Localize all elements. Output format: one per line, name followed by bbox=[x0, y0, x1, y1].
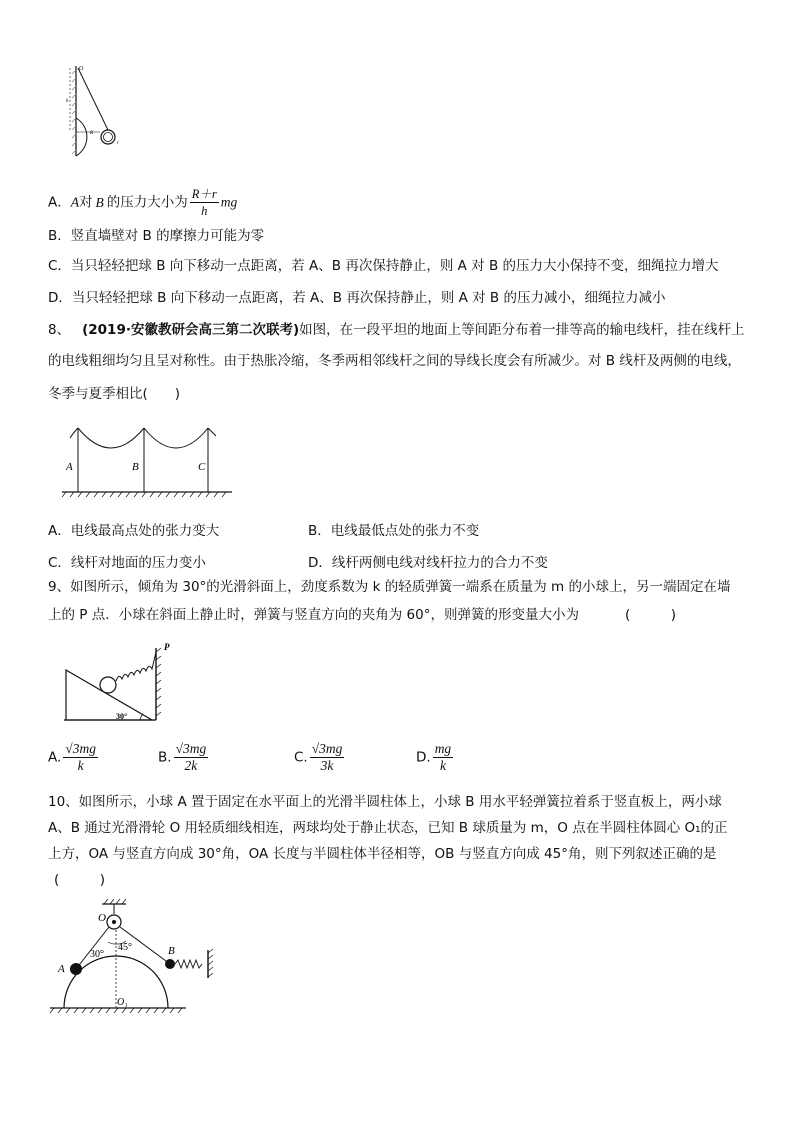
q9-option-d-label: D. bbox=[416, 749, 431, 766]
q7-option-a-text: 的压力大小为 bbox=[106, 194, 188, 211]
q8-option-a: A．电线最高点处的张力变大 bbox=[48, 523, 220, 539]
q7-option-c: C．当只轻轻把球 B 向下移动一点距离，若 A、B 再次保持静止，则 A 对 B 的压力大小保持不变，细绳拉力增大 bbox=[48, 258, 719, 274]
q8-option-c: C．线杆对地面的压力变小 bbox=[48, 555, 206, 571]
q8-fig-label-b: B bbox=[132, 461, 139, 473]
q7-option-a bbox=[48, 186, 237, 219]
q8-stem-line3: 冬季与夏季相比( ) bbox=[48, 386, 181, 402]
q7-fig-label-r-small: r bbox=[117, 141, 119, 146]
q7-option-d: D．当只轻轻把球 B 向下移动一点距离，若 A、B 再次保持静止，则 A 对 B 的压力减小，细绳拉力减小 bbox=[48, 290, 666, 306]
q9-option-b-numerator: √3mg bbox=[175, 741, 207, 756]
q8-figure bbox=[60, 420, 236, 498]
q8-stem-line2: 的电线粗细均匀且呈对称性。由于热胀冷缩，冬季两相邻线杆之间的导线长度会有所减少。对 B 线杆及两侧的电线， bbox=[48, 353, 741, 369]
q10-stem-line2: A、B 通过光滑滑轮 O 用轻质细线相连，两球均处于静止状态，已知 B 球质量为 m，O 点在半圆柱体圆心 O₁的正 bbox=[48, 820, 728, 836]
q9-option-b-fraction bbox=[174, 741, 209, 774]
q7-option-a-var-a: A bbox=[70, 194, 79, 210]
q9-fig-label-angle: 30° bbox=[116, 712, 128, 721]
q9-option-c bbox=[294, 741, 346, 774]
q10-figure bbox=[46, 898, 226, 1022]
q9-option-c-fraction bbox=[310, 741, 345, 774]
q9-option-a-numerator: √3mg bbox=[65, 741, 96, 756]
q10-stem-line1: 10、如图所示，小球 A 置于固定在水平面上的光滑半圆柱体上，小球 B 用水平轻弹簧拉着系于竖直板上，两小球 bbox=[48, 794, 722, 810]
q9-option-d-denominator: k bbox=[439, 758, 446, 773]
q9-option-a-label: A. bbox=[48, 749, 62, 766]
q10-stem-line3: 上方，OA 与竖直方向成 30°角，OA 长度与半圆柱体半径相等，OB 与竖直方向成 45°角，则下列叙述正确的是 bbox=[48, 846, 717, 862]
q8-stem-1: 如图，在一段平坦的地面上等间距分布着一排等高的输电线杆，挂在线杆上 bbox=[299, 322, 745, 338]
q9-stem-line1: 9、如图所示，倾角为 30°的光滑斜面上，劲度系数为 k 的轻质弹簧一端系在质量为 m 的小球上，另一端固定在墙 bbox=[48, 579, 731, 595]
q7-option-a-fraction bbox=[190, 186, 219, 219]
q9-option-b-denominator: 2k bbox=[184, 758, 198, 773]
q9-option-c-numerator: √3mg bbox=[311, 741, 343, 756]
q10-fig-label-a: A bbox=[58, 963, 65, 975]
q7-option-a-denominator: h bbox=[201, 204, 208, 218]
q7-option-a-mid: 对 bbox=[79, 194, 93, 211]
q10-fig-label-o1: O₁ bbox=[117, 997, 128, 1008]
q8-stem-line1 bbox=[48, 320, 745, 340]
q10-stem-line4: ( ) bbox=[54, 872, 106, 888]
q9-option-b-label: B. bbox=[158, 749, 172, 766]
q8-number: 8、 bbox=[48, 322, 71, 338]
q9-option-c-denominator: 3k bbox=[320, 758, 334, 773]
q7-option-a-numerator: R＋r bbox=[191, 187, 217, 201]
q9-figure bbox=[60, 640, 180, 724]
q7-fig-label-r-big: R bbox=[90, 131, 94, 136]
q9-option-d bbox=[416, 741, 455, 774]
q7-option-a-var-b: B bbox=[95, 194, 104, 210]
q10-fig-label-45: 45° bbox=[118, 942, 132, 953]
q9-stem-line2 bbox=[48, 605, 676, 625]
q8-fig-label-a: A bbox=[66, 461, 73, 473]
q10-fig-label-30: 30° bbox=[90, 949, 104, 960]
q7-option-a-label: A． bbox=[48, 194, 71, 211]
q10-fig-label-b: B bbox=[168, 945, 175, 957]
q9-option-d-numerator: mg bbox=[434, 741, 452, 756]
q8-option-b: B．电线最低点处的张力不变 bbox=[308, 523, 480, 539]
q7-option-b: B．竖直墙壁对 B 的摩擦力可能为零 bbox=[48, 228, 265, 244]
q9-option-a-denominator: k bbox=[77, 758, 84, 773]
q8-option-d: D．线杆两侧电线对线杆拉力的合力不变 bbox=[308, 555, 548, 571]
q8-fig-label-c: C bbox=[198, 461, 206, 473]
q9-option-c-label: C. bbox=[294, 749, 308, 766]
q7-option-a-tail: mg bbox=[220, 194, 238, 210]
q10-fig-label-o: O bbox=[98, 912, 106, 924]
q8-source: (2019·安徽教研会高三第二次联考) bbox=[82, 322, 300, 338]
q9-option-a bbox=[48, 741, 100, 774]
q7-fig-label-h: h bbox=[66, 99, 69, 104]
q9-option-d-fraction bbox=[433, 741, 454, 774]
q9-fig-label-p: P bbox=[164, 642, 170, 652]
q7-figure bbox=[60, 62, 130, 158]
q9-stem-2: 上的 P 点．小球在斜面上静止时，弹簧与竖直方向的夹角为 60°，则弹簧的形变量大小为 bbox=[48, 607, 579, 623]
q9-option-a-fraction bbox=[63, 741, 98, 774]
q9-option-b bbox=[158, 741, 210, 774]
q9-answer-blank: ( ) bbox=[624, 607, 676, 623]
q7-fig-label-o: O bbox=[79, 66, 84, 72]
